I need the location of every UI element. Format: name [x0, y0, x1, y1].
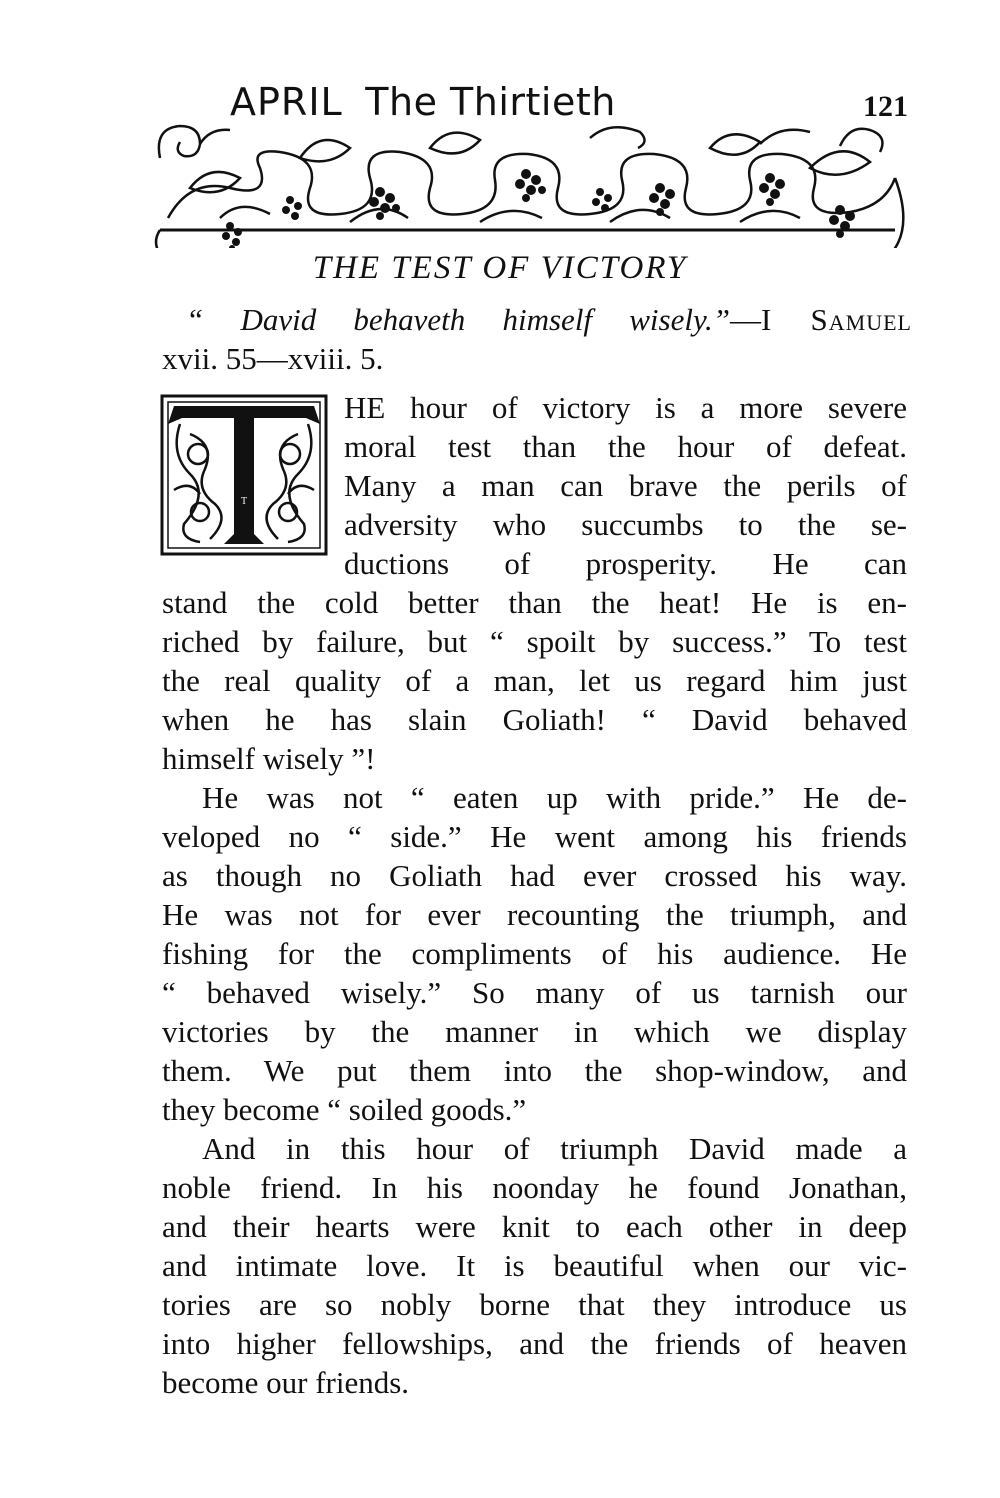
epigraph-book: I Samuel — [761, 302, 912, 337]
text-line: “ behaved wisely.” So many of us tarnish our — [162, 975, 907, 1010]
epigraph-reference: xvii. 55—xviii. 5. — [162, 341, 384, 376]
epigraph — [162, 300, 912, 378]
vine-ornament-banner — [150, 118, 910, 248]
text-line: fishing for the compliments of his audience. He — [162, 936, 907, 971]
epigraph-dash: — — [730, 302, 762, 337]
epigraph-quote: “ David behaveth himself wisely.” — [186, 302, 731, 337]
text-line: the real quality of a man, let us regard him just — [162, 663, 907, 698]
text-line: them. We put them into the shop-window, and — [162, 1053, 907, 1088]
body-text — [162, 388, 907, 1402]
text-line: as though no Goliath had ever crossed his way. — [162, 858, 907, 893]
header-month: APRIL — [230, 80, 343, 124]
text-line: when he has slain Goliath! “ David behaved — [162, 702, 907, 737]
paragraph-1 — [162, 388, 907, 778]
text-line: victories by the manner in which we display — [162, 1014, 907, 1049]
page-number: 121 — [863, 90, 908, 123]
text-line: into higher fellowships, and the friends of heaven — [162, 1326, 907, 1361]
epigraph-line-1 — [162, 300, 912, 339]
text-line: and intimate love. It is beautiful when our vic- — [162, 1248, 907, 1283]
text-line: And in this hour of triumph David made a — [202, 1131, 907, 1166]
text-line: become our friends. — [162, 1365, 410, 1400]
chapter-title: THE TEST OF VICTORY — [312, 250, 688, 286]
text-line: adversity who succumbs to the se- — [344, 507, 907, 542]
page-header — [150, 78, 910, 248]
text-line: stand the cold better than the heat! He is en- — [162, 585, 907, 620]
header-day: The Thirtieth — [365, 80, 616, 124]
text-line: himself wisely ”! — [162, 741, 376, 776]
text-line: and their hearts were knit to each other in deep — [162, 1209, 907, 1244]
paragraph-2 — [162, 778, 907, 1129]
paragraph-3 — [162, 1129, 907, 1402]
text-line: Many a man can brave the perils of — [344, 468, 907, 503]
text-line: He was not “ eaten up with pride.” He de- — [202, 780, 907, 815]
text-line: tories are so nobly borne that they introduce us — [162, 1287, 907, 1322]
text-line: veloped no “ side.” He went among his friends — [162, 819, 907, 854]
text-line: they become “ soiled goods.” — [162, 1092, 527, 1127]
text-line: HE hour of victory is a more severe — [344, 390, 907, 425]
text-line: riched by failure, but “ spoilt by success.” To test — [162, 624, 907, 659]
text-line: noble friend. In his noonday he found Jonathan, — [162, 1170, 907, 1205]
text-line: He was not for ever recounting the triumph, and — [162, 897, 907, 932]
dropcap-letter: T — [240, 496, 248, 507]
text-line: ductions of prosperity. He can — [344, 546, 907, 581]
text-line: moral test than the hour of defeat. — [344, 429, 907, 464]
